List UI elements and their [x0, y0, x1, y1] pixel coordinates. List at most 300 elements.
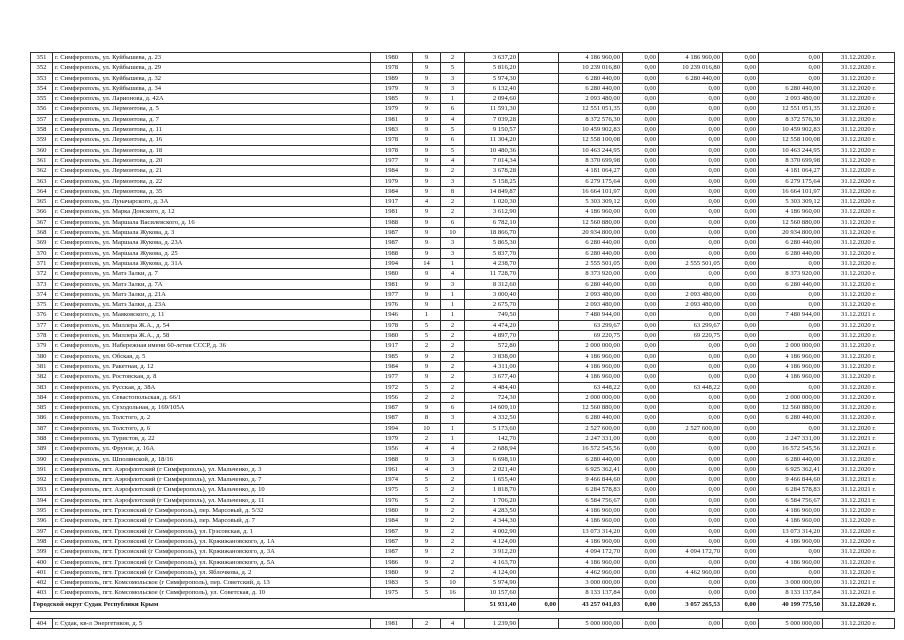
value-cell: 0,00	[623, 63, 659, 73]
value-cell: 0,00	[623, 331, 659, 341]
value-cell: 5 303 309,12	[759, 197, 823, 207]
value-cell: 4 283,50	[465, 506, 519, 516]
value-cell: 31.12.2020 г.	[823, 63, 895, 73]
value-cell: 31.12.2020 г.	[823, 228, 895, 238]
row-number: 384	[31, 392, 53, 402]
value-cell: 0,00	[723, 310, 759, 320]
value-cell: 4 163,70	[465, 557, 519, 567]
value-cell: 0,00	[759, 73, 823, 83]
value-cell: 0,00	[659, 94, 723, 104]
table-row	[31, 320, 895, 330]
value-cell: 0,00	[623, 536, 659, 546]
value-cell: 2 555 501,05	[659, 258, 723, 268]
address-cell: г. Симферополь, ул. Маяковского, д. 11	[53, 310, 371, 320]
value-cell	[519, 300, 559, 310]
value-cell: 2 094,60	[465, 94, 519, 104]
value-cell	[519, 423, 559, 433]
value-cell: 1977	[371, 289, 413, 299]
value-cell: 0,00	[659, 588, 723, 598]
value-cell: 0,00	[659, 351, 723, 361]
value-cell: 4 186 960,00	[759, 506, 823, 516]
value-cell: 4	[413, 444, 441, 454]
row-number: 360	[31, 145, 53, 155]
row-number: 388	[31, 433, 53, 443]
value-cell: 0,00	[759, 289, 823, 299]
value-cell: 1	[441, 300, 465, 310]
value-cell: 2	[441, 557, 465, 567]
table-row	[31, 536, 895, 546]
value-cell: 4 186 960,00	[559, 536, 623, 546]
address-cell: г. Симферополь, пгт. Грэсовский (г Симферополь), ул. Грэсовская, д. 1	[53, 526, 371, 536]
value-cell: 6 280 440,00	[559, 238, 623, 248]
address-cell: г. Симферополь, ул. Куйбышева, д. 32	[53, 73, 371, 83]
value-cell: 1976	[371, 300, 413, 310]
table-row	[31, 547, 895, 557]
value-cell	[519, 279, 559, 289]
value-cell: 3	[441, 83, 465, 93]
value-cell: 0,00	[723, 228, 759, 238]
value-cell	[519, 392, 559, 402]
address-cell: г. Симферополь, ул. Лермонтова, д. 7	[53, 114, 371, 124]
value-cell: 0,00	[623, 392, 659, 402]
value-cell	[519, 588, 559, 598]
value-cell: 6 280 440,00	[759, 279, 823, 289]
value-cell: 6 280 440,00	[759, 83, 823, 93]
value-cell: 10 463 244,95	[559, 145, 623, 155]
value-cell: 0,00	[623, 506, 659, 516]
value-cell	[519, 53, 559, 63]
value-cell: 9	[413, 403, 441, 413]
value-cell: 0,00	[623, 444, 659, 454]
table-row	[31, 186, 895, 196]
value-cell: 8 370 699,98	[759, 155, 823, 165]
value-cell: 0,00	[623, 413, 659, 423]
value-cell: 9	[413, 145, 441, 155]
value-cell: 31.12.2021 г.	[823, 444, 895, 454]
value-cell: 0,00	[723, 279, 759, 289]
value-cell: 4 186 960,00	[559, 372, 623, 382]
table-row	[31, 279, 895, 289]
value-cell: 16 572 545,56	[759, 444, 823, 454]
value-cell	[519, 331, 559, 341]
value-cell: 6 280 440,00	[759, 238, 823, 248]
value-cell: 5	[413, 320, 441, 330]
value-cell: 31.12.2021 г.	[823, 310, 895, 320]
value-cell	[519, 258, 559, 268]
row-number: 354	[31, 83, 53, 93]
address-cell: г. Симферополь, ул. Маршала Василевского, д. 16	[53, 217, 371, 227]
value-cell: 31.12.2020 г.	[823, 186, 895, 196]
value-cell: 3	[441, 279, 465, 289]
value-cell: 1981	[371, 114, 413, 124]
value-cell: 9	[413, 53, 441, 63]
value-cell: 3 678,28	[465, 166, 519, 176]
value-cell: 0,00	[723, 207, 759, 217]
row-number: 356	[31, 104, 53, 114]
value-cell: 20 934 800,00	[759, 228, 823, 238]
table-row	[31, 382, 895, 392]
value-cell: 1981	[371, 207, 413, 217]
value-cell: 5 974,90	[465, 578, 519, 588]
value-cell: 6 280 440,00	[559, 454, 623, 464]
value-cell	[519, 155, 559, 165]
value-cell: 2	[441, 361, 465, 371]
value-cell: 0,00	[759, 547, 823, 557]
value-cell: 0,00	[623, 567, 659, 577]
value-cell: 69 220,75	[559, 331, 623, 341]
row-number: 352	[31, 63, 53, 73]
table-row	[31, 207, 895, 217]
value-cell: 2	[441, 516, 465, 526]
value-cell: 31.12.2021 г.	[823, 495, 895, 505]
row-number: 385	[31, 403, 53, 413]
address-cell: г. Симферополь, пгт. Комсомольское (г Симферополь), ул. Советская, д. 10	[53, 588, 371, 598]
value-cell: 31.12.2020 г.	[823, 155, 895, 165]
value-cell: 4 186 960,00	[759, 361, 823, 371]
value-cell: 5	[413, 495, 441, 505]
value-cell: 0,00	[659, 341, 723, 351]
value-cell: 1	[441, 289, 465, 299]
value-cell: 0,00	[623, 433, 659, 443]
table-row	[31, 238, 895, 248]
row-number: 364	[31, 186, 53, 196]
table-row	[31, 557, 895, 567]
value-cell: 3 637,20	[465, 53, 519, 63]
value-cell: 0,00	[659, 372, 723, 382]
row-number: 401	[31, 567, 53, 577]
table-row	[31, 166, 895, 176]
value-cell: 2	[441, 382, 465, 392]
value-cell: 0,00	[659, 361, 723, 371]
value-cell: 1981	[371, 618, 413, 628]
value-cell: 0,00	[723, 444, 759, 454]
value-cell: 1 020,30	[465, 197, 519, 207]
value-cell: 2 247 331,00	[759, 433, 823, 443]
value-cell: 6 280 440,00	[759, 454, 823, 464]
address-cell: г. Симферополь, ул. Лермонтова, д. 35	[53, 186, 371, 196]
value-cell	[519, 361, 559, 371]
value-cell: 0,00	[759, 331, 823, 341]
value-cell: 1	[441, 94, 465, 104]
value-cell: 0,00	[623, 238, 659, 248]
value-cell: 0,00	[623, 372, 659, 382]
value-cell: 31.12.2020 г.	[823, 104, 895, 114]
value-cell: 4 181 064,27	[559, 166, 623, 176]
value-cell: 0,00	[659, 526, 723, 536]
value-cell: 0,00	[759, 63, 823, 73]
value-cell: 9	[413, 567, 441, 577]
value-cell	[519, 351, 559, 361]
value-cell: 0,00	[659, 248, 723, 258]
value-cell: 31.12.2020 г.	[823, 454, 895, 464]
address-cell: г. Симферополь, пгт. Аэрофлотский (г Симферополь), ул. Мальченко, д. 7	[53, 475, 371, 485]
value-cell: 1917	[371, 341, 413, 351]
value-cell: 1987	[371, 228, 413, 238]
value-cell: 6 279 175,64	[559, 176, 623, 186]
row-number: 376	[31, 310, 53, 320]
value-cell	[519, 83, 559, 93]
value-cell: 10	[413, 423, 441, 433]
value-cell: 0,00	[723, 588, 759, 598]
value-cell: 749,50	[465, 310, 519, 320]
value-cell: 1956	[371, 444, 413, 454]
value-cell	[519, 475, 559, 485]
row-number: 396	[31, 516, 53, 526]
row-number: 373	[31, 279, 53, 289]
value-cell: 9	[413, 516, 441, 526]
value-cell: 31.12.2020 г.	[823, 506, 895, 516]
value-cell: 31.12.2020 г.	[823, 197, 895, 207]
address-cell: г. Симферополь, пгт. Аэрофлотский (г Симферополь), ул. Мальченко, д. 11	[53, 495, 371, 505]
value-cell: 2 688,94	[465, 444, 519, 454]
value-cell: 0,00	[659, 413, 723, 423]
row-number: 399	[31, 547, 53, 557]
value-cell: 1978	[371, 145, 413, 155]
value-cell: 12 551 051,35	[759, 104, 823, 114]
value-cell: 0,00	[623, 310, 659, 320]
value-cell: 31.12.2020 г.	[823, 73, 895, 83]
value-cell	[519, 320, 559, 330]
value-cell: 0,00	[723, 300, 759, 310]
value-cell: 0,00	[623, 526, 659, 536]
value-cell: 0,00	[623, 618, 659, 628]
address-cell: г. Симферополь, ул. Толстого, д. 2	[53, 413, 371, 423]
value-cell: 6	[441, 104, 465, 114]
row-number: 381	[31, 361, 53, 371]
address-cell: г. Симферополь, ул. Маршала Жукова, д. 23А	[53, 238, 371, 248]
value-cell: 0,00	[659, 433, 723, 443]
total-c6: 0,00	[519, 598, 559, 611]
value-cell: 0,00	[723, 618, 759, 628]
value-cell: 2 247 331,00	[559, 433, 623, 443]
value-cell: 31.12.2021 г.	[823, 475, 895, 485]
value-cell: 31.12.2020 г.	[823, 269, 895, 279]
value-cell: 1977	[371, 372, 413, 382]
value-cell: 0,00	[723, 403, 759, 413]
value-cell: 1984	[371, 361, 413, 371]
value-cell: 6 132,40	[465, 83, 519, 93]
value-cell: 142,70	[465, 433, 519, 443]
value-cell: 4 186 960,00	[559, 506, 623, 516]
value-cell: 0,00	[723, 135, 759, 145]
value-cell: 31.12.2020 г.	[823, 464, 895, 474]
value-cell: 0,00	[659, 83, 723, 93]
table-row	[31, 516, 895, 526]
value-cell: 9 150,57	[465, 125, 519, 135]
value-cell: 4 002,90	[465, 526, 519, 536]
value-cell: 0,00	[659, 279, 723, 289]
value-cell: 4 186 960,00	[559, 516, 623, 526]
address-cell: г. Симферополь, ул. Суходольная, д. 169/105А	[53, 403, 371, 413]
value-cell: 31.12.2020 г.	[823, 382, 895, 392]
value-cell: 1972	[371, 382, 413, 392]
value-cell: 0,00	[723, 83, 759, 93]
value-cell: 0,00	[723, 392, 759, 402]
value-cell: 0,00	[659, 618, 723, 628]
value-cell: 9	[413, 176, 441, 186]
value-cell: 0,00	[623, 495, 659, 505]
total-total: 43 257 041,03	[559, 598, 623, 611]
value-cell: 31.12.2020 г.	[823, 279, 895, 289]
value-cell: 3	[441, 464, 465, 474]
value-cell: 3 612,90	[465, 207, 519, 217]
value-cell: 4 186 960,00	[659, 53, 723, 63]
value-cell: 9	[413, 63, 441, 73]
table-row	[31, 454, 895, 464]
value-cell: 0,00	[623, 186, 659, 196]
address-cell: г. Симферополь, ул. Туристов, д. 22	[53, 433, 371, 443]
table-row	[31, 413, 895, 423]
value-cell	[519, 145, 559, 155]
value-cell: 1989	[371, 73, 413, 83]
value-cell: 2 527 600,00	[659, 423, 723, 433]
value-cell: 0,00	[723, 526, 759, 536]
value-cell	[519, 433, 559, 443]
row-number: 390	[31, 454, 53, 464]
value-cell: 0,00	[623, 320, 659, 330]
value-cell	[519, 166, 559, 176]
value-cell: 1980	[371, 567, 413, 577]
table-row	[31, 372, 895, 382]
value-cell: 31.12.2020 г.	[823, 238, 895, 248]
row-number: 375	[31, 300, 53, 310]
value-cell: 0,00	[723, 104, 759, 114]
value-cell: 9	[413, 372, 441, 382]
value-cell: 4 186 960,00	[559, 557, 623, 567]
value-cell: 7 480 944,00	[759, 310, 823, 320]
value-cell: 31.12.2020 г.	[823, 423, 895, 433]
value-cell: 0,00	[723, 454, 759, 464]
value-cell: 31.12.2020 г.	[823, 300, 895, 310]
value-cell: 0,00	[759, 382, 823, 392]
value-cell: 2 093 480,00	[559, 94, 623, 104]
value-cell: 1978	[371, 135, 413, 145]
value-cell: 6 280 440,00	[659, 73, 723, 83]
value-cell: 4 332,50	[465, 413, 519, 423]
value-cell: 1988	[371, 454, 413, 464]
value-cell: 0,00	[723, 197, 759, 207]
value-cell: 0,00	[759, 300, 823, 310]
value-cell: 0,00	[723, 320, 759, 330]
value-cell: 1	[413, 310, 441, 320]
value-cell: 2	[441, 392, 465, 402]
value-cell: 0,00	[623, 94, 659, 104]
value-cell: 0,00	[659, 475, 723, 485]
value-cell: 2 000 000,00	[759, 392, 823, 402]
value-cell	[519, 536, 559, 546]
value-cell: 12 558 100,08	[559, 135, 623, 145]
row-number: 363	[31, 176, 53, 186]
value-cell: 63 299,67	[659, 320, 723, 330]
value-cell	[519, 526, 559, 536]
value-cell: 0,00	[723, 413, 759, 423]
row-number: 403	[31, 588, 53, 598]
value-cell: 5 303 309,12	[559, 197, 623, 207]
value-cell: 31.12.2020 г.	[823, 547, 895, 557]
value-cell	[519, 94, 559, 104]
address-cell: г. Симферополь, ул. Лермонтова, д. 21	[53, 166, 371, 176]
value-cell: 1987	[371, 413, 413, 423]
row-number: 369	[31, 238, 53, 248]
value-cell: 14 609,10	[465, 403, 519, 413]
value-cell	[519, 197, 559, 207]
value-cell: 0,00	[723, 248, 759, 258]
value-cell: 31.12.2020 г.	[823, 392, 895, 402]
value-cell: 5 158,25	[465, 176, 519, 186]
value-cell	[519, 310, 559, 320]
row-number: 367	[31, 217, 53, 227]
address-cell: г. Симферополь, ул. Матэ Залки, д. 7А	[53, 279, 371, 289]
value-cell: 9	[413, 279, 441, 289]
value-cell: 5 000 000,00	[559, 618, 623, 628]
value-cell: 4	[413, 464, 441, 474]
value-cell: 1984	[371, 516, 413, 526]
value-cell: 0,00	[623, 217, 659, 227]
value-cell: 0,00	[723, 155, 759, 165]
table-row	[31, 361, 895, 371]
row-number: 397	[31, 526, 53, 536]
value-cell: 2	[413, 618, 441, 628]
value-cell: 6	[441, 403, 465, 413]
row-number: 387	[31, 423, 53, 433]
value-cell: 1975	[371, 588, 413, 598]
value-cell: 1980	[371, 331, 413, 341]
value-cell: 3 000 000,00	[759, 578, 823, 588]
value-cell: 0,00	[759, 320, 823, 330]
value-cell: 0,00	[623, 125, 659, 135]
value-cell: 0,00	[723, 166, 759, 176]
value-cell: 16 664 101,97	[559, 186, 623, 196]
value-cell: 1985	[371, 351, 413, 361]
value-cell	[519, 341, 559, 351]
table-row	[31, 104, 895, 114]
value-cell: 9	[413, 536, 441, 546]
value-cell: 2 093 480,00	[659, 289, 723, 299]
value-cell: 4 186 960,00	[559, 351, 623, 361]
value-cell: 0,00	[623, 248, 659, 258]
value-cell: 9	[413, 207, 441, 217]
total-deadline: 31.12.2020 г.	[823, 598, 895, 611]
district-total-row	[31, 598, 895, 611]
value-cell: 9	[413, 361, 441, 371]
value-cell: 0,00	[623, 53, 659, 63]
value-cell: 9	[413, 454, 441, 464]
value-cell: 1976	[371, 495, 413, 505]
address-cell: г. Симферополь, ул. Лермонтова, д. 16	[53, 135, 371, 145]
value-cell: 8 373 920,00	[559, 269, 623, 279]
value-cell: 9	[413, 506, 441, 516]
value-cell: 3	[441, 73, 465, 83]
value-cell: 0,00	[623, 475, 659, 485]
value-cell: 1978	[371, 320, 413, 330]
value-cell: 4 181 064,27	[759, 166, 823, 176]
table-row	[31, 578, 895, 588]
value-cell: 1980	[371, 506, 413, 516]
value-cell: 31.12.2020 г.	[823, 413, 895, 423]
value-cell: 31.12.2021 г.	[823, 433, 895, 443]
value-cell: 0,00	[623, 578, 659, 588]
value-cell: 2 675,70	[465, 300, 519, 310]
value-cell: 4 311,00	[465, 361, 519, 371]
value-cell: 31.12.2020 г.	[823, 557, 895, 567]
table-row	[31, 145, 895, 155]
address-cell: г. Симферополь, ул. Фрунзе, д. 16А	[53, 444, 371, 454]
table-row	[31, 464, 895, 474]
value-cell: 1979	[371, 83, 413, 93]
value-cell: 0,00	[623, 228, 659, 238]
address-cell: г. Симферополь, ул. Лермонтова, д. 11	[53, 125, 371, 135]
address-cell: г. Симферополь, ул. Толстого, д. 6	[53, 423, 371, 433]
